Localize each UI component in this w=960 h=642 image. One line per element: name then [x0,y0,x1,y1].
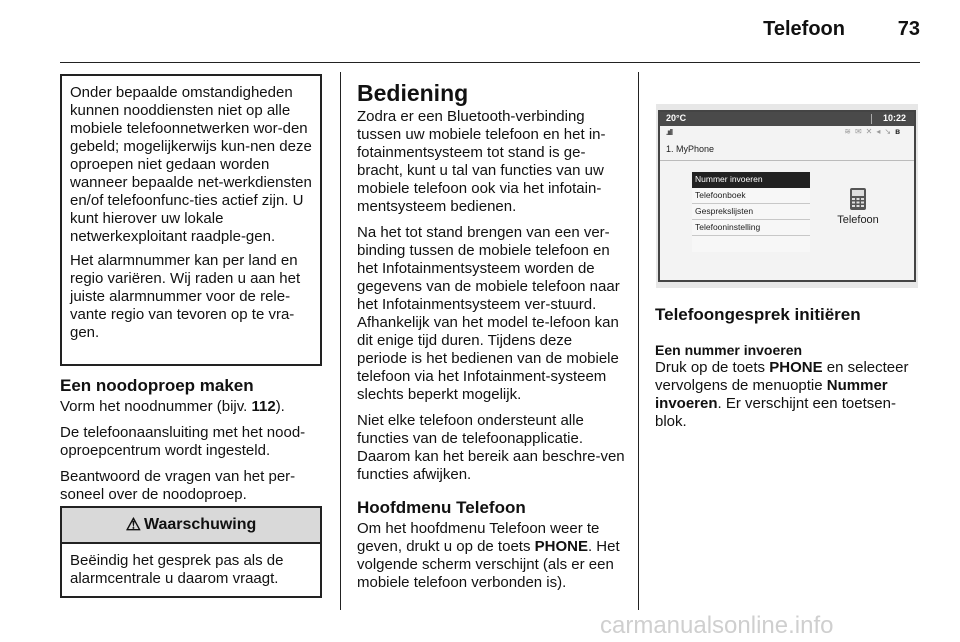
menu-item-empty [692,236,810,252]
body-paragraph: Niet elke telefoon ondersteunt alle functies van de telefoonapplicatie. Daarom kan het bereik aan beschre-ven functies afwijken. [357,412,625,483]
body-paragraph: Beantwoord de vragen van het per-soneel over de noodoproep. [60,468,296,503]
signal-strength-icon: .ııll [666,128,673,137]
text-run: Om het hoofdmenu Telefoon weer te geven, drukt u op de toets [357,520,600,555]
temperature-readout: 20°C [666,113,687,123]
warning-triangle-icon: ⚠ [125,515,141,534]
header-rule [60,62,920,63]
subsection-heading: Een nummer invoeren [655,342,803,358]
menu-item-enter-number[interactable]: Nummer invoeren [692,172,810,188]
warning-text: Beëindig het gesprek pas als de alarmcentrale u daarom vraagt. [70,552,284,587]
warning-box [60,506,322,598]
text-run: . Er verschijnt een toetsen-blok. [655,395,896,430]
body-paragraph: Zodra er een Bluetooth-verbinding tussen uw mobiele telefoon en het in-fotainmentsysteem tot stand is ge-bracht, kunt u tal van functies van uw mobiele telefoon ook via het infotain-mentsysteem bedienen. [357,108,606,215]
warning-header [62,508,320,544]
section-heading: Telefoongesprek initiëren [655,305,861,324]
button-name: PHONE [534,538,588,555]
body-paragraph [357,520,625,592]
body-paragraph: De telefoonaansluiting met het nood-oproepcentrum wordt ingesteld. [60,424,306,459]
body-paragraph: Na het tot stand brengen van een ver-binding tussen de mobiele telefoon en het Infotainmentsysteem worden de gegevens van de mobiele telefoon naar het Infotainmentsysteem ver-stuurd. Afhankelijk van het model te-lefoon kan dit enige tijd duren. Tijdens deze periode is het bedienen van de mobiele telefoon via het Infotainment-systeem slechts beperkt mogelijk. [357,224,620,403]
operation-section [357,80,625,600]
wifi-icon: ≋ [844,127,855,136]
tile-label: Telefoon [837,214,879,226]
subsection-heading: Hoofdmenu Telefoon [357,498,526,517]
note-paragraph: Het alarmnummer kan per land en regio variëren. Wij raden u aan het juiste alarmnummer voor de rele-vante regio van tevoren op te vra-gen. [70,252,301,341]
text-run: . Het volgende scherm verschijnt (als er een mobiele telefoon verbonden is). [357,538,620,591]
section-heading: Bediening [357,80,469,106]
screen-status-bar [660,112,914,126]
clock-readout: 10:22 [882,113,906,123]
status-separator [871,114,872,124]
speaker-icon: ◂ [876,127,885,136]
infotainment-screenshot [656,104,918,288]
call-icon: ↘ [884,127,896,136]
status-icons [844,127,904,136]
note-box [60,74,322,366]
mute-icon: ✕ [865,127,877,136]
button-name: PHONE [769,359,823,376]
column-divider-right [638,72,639,610]
bluetooth-icon: ʙ [895,127,904,136]
menu-item-phonebook[interactable]: Telefoonboek [692,188,810,204]
text-run: Vorm het noodnummer (bijv. [60,398,252,415]
note-paragraph: Onder bepaalde omstandigheden kunnen nooddiensten niet op alle mobiele telefoonnetwerken wor-den gebeld; mogelijkerwijs kun-nen deze oproepen niet gedaan worden wanneer bepaalde net-werkdiensten en/of telefoonfunc-ties actief zijn. U kunt hierover uw lokale netwerkexploitant raadple-gen. [70,84,312,245]
call-section [655,305,923,439]
message-icon: ✉ [854,127,866,136]
screen-display [658,110,916,282]
emergency-section [60,376,326,512]
page-number: 73 [897,18,920,40]
menu-item-call-lists[interactable]: Gesprekslijsten [692,204,810,220]
menu-item-phone-settings[interactable]: Telefooninstelling [692,220,810,236]
warning-title: Waarschuwing [143,516,257,533]
phone-app-tile[interactable] [832,186,884,226]
footer-watermark: carmanualsonline.info [600,612,834,639]
menu-option-name: Nummer invoeren [655,377,888,412]
device-name: 1. MyPhone [666,144,715,154]
text-run: Druk op de toets [655,359,770,376]
text-run: ). [275,398,285,415]
emergency-number: 112 [251,398,276,415]
text-run: en selecteer vervolgens de menuoptie [655,359,909,394]
page-header-title: Telefoon [763,18,845,40]
column-divider-left [340,72,341,610]
phone-status-row [660,126,914,140]
phone-menu [692,172,810,252]
phone-handset-icon [848,186,868,212]
body-paragraph [60,398,326,416]
body-paragraph [655,359,923,431]
screen-divider [660,160,914,161]
section-heading: Een noodoproep maken [60,376,254,395]
